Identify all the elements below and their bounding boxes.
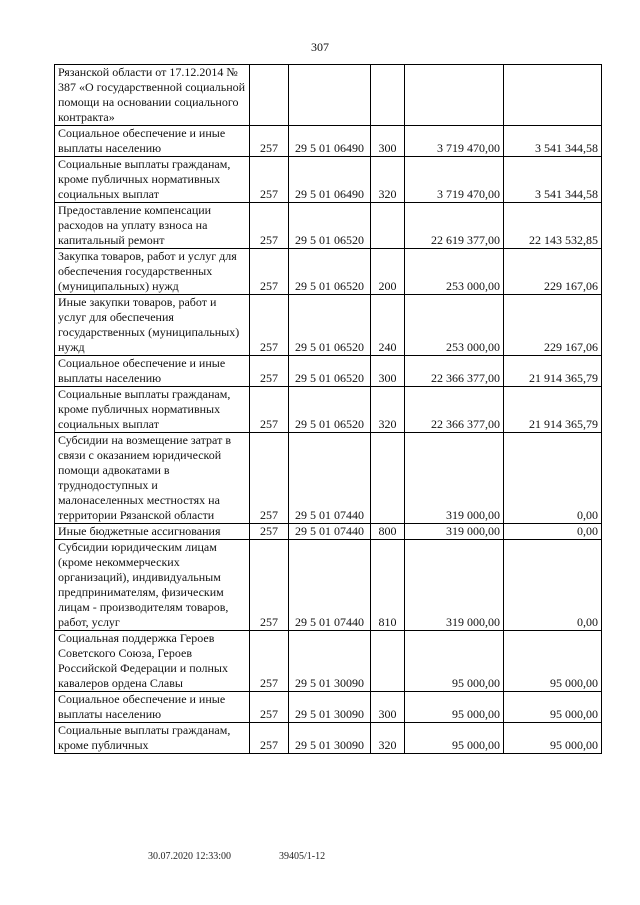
row-expense-type-cell: 320 <box>371 387 405 433</box>
row-actual-amount-cell: 22 143 532,85 <box>504 203 602 249</box>
row-code-cell: 257 <box>250 295 289 356</box>
table-row <box>55 524 602 540</box>
row-actual-amount-cell: 95 000,00 <box>504 723 602 754</box>
budget-table-body <box>55 65 602 754</box>
budget-table <box>54 64 602 754</box>
table-row <box>55 631 602 692</box>
row-target-article-cell: 29 5 01 07440 <box>289 540 371 631</box>
row-planned-amount-cell: 95 000,00 <box>405 723 504 754</box>
row-planned-amount-cell: 319 000,00 <box>405 524 504 540</box>
row-code-cell: 257 <box>250 723 289 754</box>
table-row <box>55 723 602 754</box>
row-name-cell: Рязанской области от 17.12.2014 № 387 «О государственной социальной помощи на основании социального контракта» <box>55 65 250 126</box>
row-target-article-cell: 29 5 01 30090 <box>289 631 371 692</box>
row-target-article-cell <box>289 65 371 126</box>
row-expense-type-cell: 320 <box>371 157 405 203</box>
row-code-cell: 257 <box>250 249 289 295</box>
row-code-cell: 257 <box>250 692 289 723</box>
row-target-article-cell: 29 5 01 06520 <box>289 356 371 387</box>
table-row <box>55 65 602 126</box>
footer-datetime: 30.07.2020 12:33:00 <box>148 851 232 862</box>
row-target-article-cell: 29 5 01 06520 <box>289 295 371 356</box>
row-name-cell: Предоставление компенсации расходов на уплату взноса на капитальный ремонт <box>55 203 250 249</box>
row-planned-amount-cell: 3 719 470,00 <box>405 157 504 203</box>
row-planned-amount-cell: 253 000,00 <box>405 249 504 295</box>
row-name-cell: Социальное обеспечение и иные выплаты населению <box>55 356 250 387</box>
row-expense-type-cell: 800 <box>371 524 405 540</box>
row-actual-amount-cell: 95 000,00 <box>504 692 602 723</box>
row-target-article-cell: 29 5 01 06520 <box>289 387 371 433</box>
row-code-cell: 257 <box>250 203 289 249</box>
table-row <box>55 203 602 249</box>
row-expense-type-cell: 300 <box>371 692 405 723</box>
row-actual-amount-cell: 229 167,06 <box>504 295 602 356</box>
row-expense-type-cell: 300 <box>371 356 405 387</box>
row-planned-amount-cell: 253 000,00 <box>405 295 504 356</box>
row-code-cell: 257 <box>250 433 289 524</box>
row-target-article-cell: 29 5 01 07440 <box>289 433 371 524</box>
row-actual-amount-cell: 21 914 365,79 <box>504 356 602 387</box>
row-planned-amount-cell: 22 619 377,00 <box>405 203 504 249</box>
row-target-article-cell: 29 5 01 06520 <box>289 249 371 295</box>
row-code-cell: 257 <box>250 126 289 157</box>
row-actual-amount-cell: 0,00 <box>504 540 602 631</box>
row-name-cell: Социальная поддержка Героев Советского Союза, Героев Российской Федерации и полных кавалеров ордена Славы <box>55 631 250 692</box>
row-code-cell: 257 <box>250 387 289 433</box>
row-target-article-cell: 29 5 01 06520 <box>289 203 371 249</box>
row-expense-type-cell: 200 <box>371 249 405 295</box>
row-actual-amount-cell: 0,00 <box>504 524 602 540</box>
row-name-cell: Социальные выплаты гражданам, кроме публичных нормативных социальных выплат <box>55 157 250 203</box>
row-expense-type-cell <box>371 65 405 126</box>
row-name-cell: Закупка товаров, работ и услуг для обеспечения государственных (муниципальных) нужд <box>55 249 250 295</box>
row-actual-amount-cell: 229 167,06 <box>504 249 602 295</box>
row-expense-type-cell: 320 <box>371 723 405 754</box>
row-actual-amount-cell: 3 541 344,58 <box>504 126 602 157</box>
row-actual-amount-cell: 21 914 365,79 <box>504 387 602 433</box>
row-planned-amount-cell: 22 366 377,00 <box>405 356 504 387</box>
row-code-cell: 257 <box>250 356 289 387</box>
row-name-cell: Субсидии юридическим лицам (кроме некоммерческих организаций), индивидуальным предпринимателям, физическим лицам - производителям товаров, работ, услуг <box>55 540 250 631</box>
row-target-article-cell: 29 5 01 06490 <box>289 157 371 203</box>
row-planned-amount-cell <box>405 65 504 126</box>
row-target-article-cell: 29 5 01 30090 <box>289 692 371 723</box>
row-target-article-cell: 29 5 01 30090 <box>289 723 371 754</box>
row-actual-amount-cell <box>504 65 602 126</box>
row-name-cell: Иные бюджетные ассигнования <box>55 524 250 540</box>
table-row <box>55 126 602 157</box>
footer-doc-id: 39405/1-12 <box>279 851 326 862</box>
row-name-cell: Социальные выплаты гражданам, кроме публичных <box>55 723 250 754</box>
row-actual-amount-cell: 0,00 <box>504 433 602 524</box>
row-expense-type-cell <box>371 433 405 524</box>
table-row <box>55 540 602 631</box>
row-planned-amount-cell: 319 000,00 <box>405 433 504 524</box>
row-expense-type-cell <box>371 203 405 249</box>
row-code-cell <box>250 65 289 126</box>
page-number: 307 <box>311 40 329 54</box>
row-code-cell: 257 <box>250 540 289 631</box>
row-name-cell: Субсидии на возмещение затрат в связи с оказанием юридической помощи адвокатами в труднодоступных и малонаселенных местностях на территории Рязанской области <box>55 433 250 524</box>
row-target-article-cell: 29 5 01 06490 <box>289 126 371 157</box>
table-row <box>55 249 602 295</box>
row-name-cell: Социальное обеспечение и иные выплаты населению <box>55 126 250 157</box>
table-row <box>55 387 602 433</box>
row-planned-amount-cell: 3 719 470,00 <box>405 126 504 157</box>
row-expense-type-cell <box>371 631 405 692</box>
row-expense-type-cell: 300 <box>371 126 405 157</box>
row-name-cell: Иные закупки товаров, работ и услуг для обеспечения государственных (муниципальных) нужд <box>55 295 250 356</box>
table-row <box>55 692 602 723</box>
row-target-article-cell: 29 5 01 07440 <box>289 524 371 540</box>
row-planned-amount-cell: 95 000,00 <box>405 692 504 723</box>
row-actual-amount-cell: 3 541 344,58 <box>504 157 602 203</box>
table-row <box>55 433 602 524</box>
row-expense-type-cell: 810 <box>371 540 405 631</box>
row-code-cell: 257 <box>250 524 289 540</box>
table-row <box>55 157 602 203</box>
row-name-cell: Социальные выплаты гражданам, кроме публичных нормативных социальных выплат <box>55 387 250 433</box>
row-actual-amount-cell: 95 000,00 <box>504 631 602 692</box>
row-expense-type-cell: 240 <box>371 295 405 356</box>
row-planned-amount-cell: 95 000,00 <box>405 631 504 692</box>
table-row <box>55 356 602 387</box>
table-row <box>55 295 602 356</box>
row-name-cell: Социальное обеспечение и иные выплаты населению <box>55 692 250 723</box>
row-code-cell: 257 <box>250 157 289 203</box>
row-planned-amount-cell: 319 000,00 <box>405 540 504 631</box>
row-code-cell: 257 <box>250 631 289 692</box>
row-planned-amount-cell: 22 366 377,00 <box>405 387 504 433</box>
